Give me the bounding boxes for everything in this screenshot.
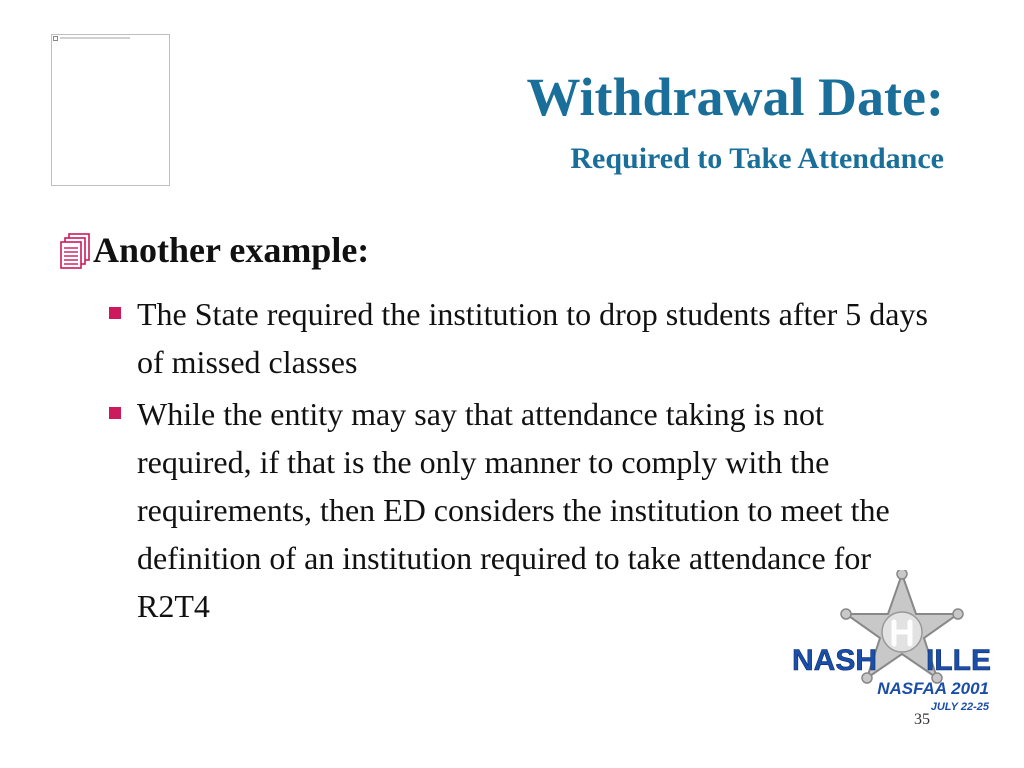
bullet-item — [105, 290, 935, 386]
stacked-documents-icon — [55, 232, 93, 274]
level1-item — [55, 228, 369, 274]
slide-title: Withdrawal Date: — [526, 67, 944, 127]
square-bullet-icon — [109, 307, 121, 319]
thumbnail-placeholder — [51, 34, 170, 186]
conference-logo — [780, 570, 995, 720]
bullet-text: The State required the institution to drop students after 5 days of missed classes — [137, 296, 928, 380]
logo-line2: NASFAA 2001 — [877, 679, 989, 698]
logo-line1-right: ILLE — [926, 644, 991, 677]
logo-line3: JULY 22-25 — [930, 701, 989, 713]
broken-image-icon — [53, 36, 58, 41]
thumbnail-text-line — [60, 37, 130, 39]
level1-label: Another example: — [93, 230, 370, 270]
logo-line1-left: NASH — [792, 644, 878, 677]
page-number: 35 — [914, 711, 930, 728]
bullet-text: While the entity may say that attendance taking is not required, if that is the only manner to comply with the requirements, then ED considers the institution to meet the definition of an institution required to take attendance for R2T4 — [137, 396, 890, 624]
square-bullet-icon — [109, 407, 121, 419]
slide-subtitle: Required to Take Attendance — [570, 142, 944, 175]
